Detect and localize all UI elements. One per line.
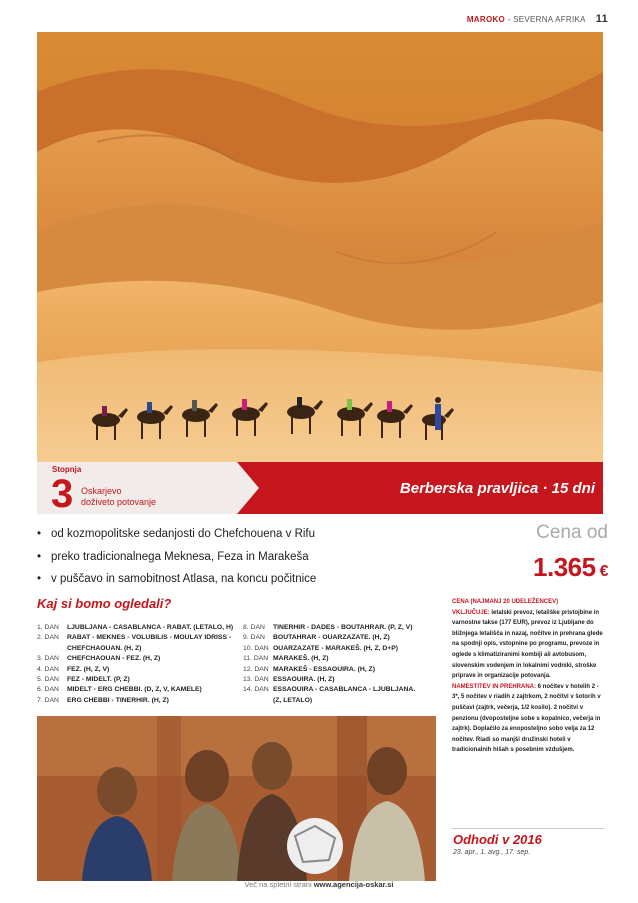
itinerary-day: 5. DAN — [37, 676, 59, 684]
difficulty-line2: doživeto potovanje — [81, 497, 157, 507]
itinerary-day: 11. DAN — [243, 655, 269, 663]
departures-dates: 23. apr., 1. avg., 17. sep. — [453, 849, 531, 856]
itinerary-row — [37, 665, 239, 675]
included-paragraph — [452, 608, 604, 682]
itinerary-day: 10. DAN — [243, 644, 269, 652]
itinerary-day: 9. DAN — [243, 634, 265, 642]
itinerary-desc: BOUTAHRAR - OUARZAZATE. (H, Z) — [273, 634, 390, 642]
itinerary-day: 14. DAN — [243, 686, 269, 694]
itinerary-desc: RABAT - MEKNES - VOLUBILIS - MOULAY IDRISS - — [67, 634, 232, 642]
page-number: 11 — [595, 13, 608, 25]
itinerary-day: 13. DAN — [243, 676, 269, 684]
itinerary-desc: CHEFCHAOUAN. (H, Z) — [67, 644, 142, 652]
itinerary-right-column — [243, 623, 428, 706]
itinerary-row — [243, 644, 428, 654]
itinerary-row — [243, 665, 428, 675]
difficulty-number: 3 — [51, 472, 74, 516]
lodging-paragraph — [452, 682, 604, 756]
itinerary-desc: TINERHIR - DADES - BOUTAHRAR. (P, Z, V) — [273, 624, 413, 631]
itinerary-day: 2. DAN — [37, 634, 59, 642]
itinerary-desc: FEZ. (H, Z, V) — [67, 665, 110, 673]
included-text: letalski prevoz, letališke pristojbine in varnostne takse (177 EUR), prevoz iz Ljubljane do bližnjega letališča in nazaj, nočitve in prehrana glede na spodnji opis, vstopnine po programu, prevoze in oglede s klimatiziranimi kombiji ali avtobusom, slovenskim vodenjem in lokalnimi vodniki, stroške priprave in organizacije potovanja. — [452, 609, 603, 680]
itinerary-row — [243, 633, 428, 643]
itinerary-desc: LJUBLJANA - CASABLANCA - RABAT. (LETALO, H) — [67, 624, 234, 631]
included-label: VKLJUČUJE: — [452, 609, 490, 616]
difficulty-line1: Oskarjevo — [81, 486, 122, 496]
itinerary-desc: ESSAOUIRA. (H, Z) — [273, 676, 335, 684]
itinerary-day: 6. DAN — [37, 686, 59, 694]
itinerary-day: 3. DAN — [37, 655, 59, 663]
price-label: Cena od — [536, 522, 608, 543]
itinerary-row — [37, 654, 239, 664]
lodging-text: 6 nočitev v hotelih 2 - 3*, 5 nočitev v riadih z zajtrkom, 2 nočitvi v šotorih v puščavi (zajtrk, večerja, 1/2 kosilo). 2 nočitvi v penzionu (dvoposteljne sobe s kopalnico, večerja in zajtrk). Doplačilo za enoposteljno sobo velja za 12 nočitev. Riadi so manjši družinski hoteli v tradicionalnih hišah s posebnim vzdušjem. — [452, 683, 601, 754]
itinerary-row — [37, 675, 239, 685]
trip-title-band — [37, 462, 603, 514]
header-region: SEVERNA AFRIKA — [513, 15, 586, 24]
itinerary-day: 12. DAN — [243, 665, 269, 673]
lodging-label: NAMESTITEV IN PREHRANA: — [452, 683, 537, 690]
children-photo — [37, 716, 436, 881]
itinerary-row — [37, 623, 239, 633]
trip-title: Berberska pravljica · 15 dni — [399, 480, 595, 497]
highlight-item: • v puščavo in samobitnost Atlasa, na koncu počitnice — [37, 568, 397, 591]
itinerary-desc: (Z, LETALO) — [273, 696, 313, 704]
departures-title: Odhodi v 2016 — [453, 832, 542, 847]
itinerary-day — [37, 644, 67, 654]
price-note: CENA (NAJMANJ 20 UDELEŽENCEV) — [452, 599, 559, 605]
itinerary-row — [243, 685, 428, 695]
itinerary-row — [243, 654, 428, 664]
page-header — [467, 13, 608, 25]
itinerary-day — [243, 696, 273, 706]
price-value — [533, 552, 608, 583]
itinerary-left-column — [37, 623, 239, 706]
itinerary-day: 1. DAN — [37, 624, 59, 631]
itinerary-desc: FEZ - MIDELT. (P, Z) — [67, 676, 130, 684]
price-currency: € — [599, 563, 608, 580]
itinerary-day: 7. DAN — [37, 696, 59, 704]
hero-desert-photo — [37, 32, 603, 490]
price-amount: 1.365 — [533, 552, 596, 582]
highlights-list — [37, 523, 397, 591]
itinerary-desc: MARAKEŠ - ESSAOUIRA. (H, Z) — [273, 665, 375, 673]
itinerary-row — [37, 633, 239, 643]
desert-camel-caravan-photo — [37, 32, 603, 490]
itinerary-title: Kaj si bomo ogledali? — [37, 596, 172, 611]
itinerary-row — [243, 623, 428, 633]
itinerary-desc: OUARZAZATE - MARAKEŠ. (H, Z, D+P) — [273, 644, 399, 652]
itinerary-row — [243, 675, 428, 685]
children-with-ball-photo — [37, 716, 436, 881]
itinerary-day: 4. DAN — [37, 665, 59, 673]
itinerary-row — [243, 696, 428, 706]
itinerary-row — [37, 644, 239, 654]
footer-link[interactable]: www.agencija-oskar.si — [313, 880, 394, 889]
itinerary-row — [37, 696, 239, 706]
header-country: MAROKO — [466, 15, 506, 24]
highlight-item: • od kozmopolitske sedanjosti do Chefchouena v Rifu — [37, 523, 397, 546]
itinerary-desc: CHEFCHAOUAN - FEZ. (H, Z) — [67, 655, 161, 663]
itinerary-desc: ESSAOUIRA - CASABLANCA - LJUBLJANA. — [273, 686, 416, 694]
price-info-box — [452, 597, 604, 756]
itinerary-row — [37, 685, 239, 695]
itinerary-desc: MARAKEŠ. (H, Z) — [273, 655, 329, 663]
header-separator: - — [505, 15, 514, 24]
departures-divider — [452, 828, 604, 829]
footer-text: Več na spletni strani — [244, 880, 314, 889]
itinerary-desc: ERG CHEBBI - TINERHIR. (H, Z) — [67, 696, 169, 704]
itinerary-day: 8. DAN — [243, 624, 265, 631]
highlight-item: • preko tradicionalnega Meknesa, Feza in Marakeša — [37, 546, 397, 569]
page-footer — [0, 880, 638, 889]
itinerary-desc: MIDELT - ERG CHEBBI. (D, Z, V, KAMELE) — [67, 686, 202, 694]
difficulty-label: Stopnja — [52, 465, 82, 474]
